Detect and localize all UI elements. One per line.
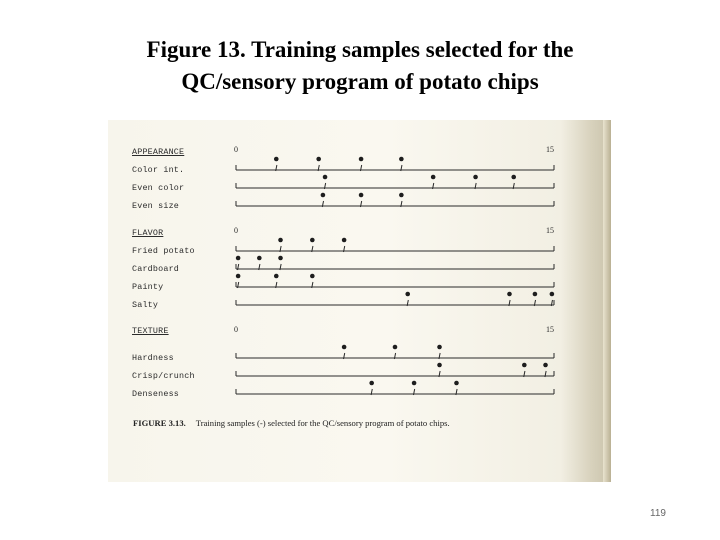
section-label-appearance: APPEARANCE bbox=[132, 147, 185, 157]
slide-title-line-2: QC/sensory program of potato chips bbox=[181, 69, 539, 94]
sample-dot bbox=[550, 292, 555, 297]
sample-dot bbox=[511, 175, 516, 180]
scale-max-flavor: 15 bbox=[546, 226, 554, 235]
sample-dot bbox=[278, 256, 283, 261]
figure-caption bbox=[133, 418, 450, 428]
section-label-flavor: FLAVOR bbox=[132, 228, 164, 238]
sample-dot bbox=[274, 157, 279, 162]
attribute-label: Painty bbox=[132, 282, 164, 292]
attribute-label: Cardboard bbox=[132, 264, 180, 274]
attribute-label: Crisp/crunch bbox=[132, 371, 195, 381]
scale-max-appearance: 15 bbox=[546, 145, 554, 154]
scale-row bbox=[236, 193, 554, 207]
sample-dot bbox=[359, 157, 364, 162]
scale-min-appearance: 0 bbox=[234, 145, 238, 154]
sample-dot bbox=[533, 292, 538, 297]
scale-min-flavor: 0 bbox=[234, 226, 238, 235]
scale-row bbox=[236, 256, 554, 270]
sample-dot bbox=[310, 238, 315, 243]
figure-caption-label: FIGURE 3.13. bbox=[133, 418, 186, 428]
attribute-label: Denseness bbox=[132, 389, 180, 399]
scale-row bbox=[236, 175, 554, 189]
attribute-label: Salty bbox=[132, 300, 159, 310]
sample-dot bbox=[342, 345, 347, 350]
attribute-label: Hardness bbox=[132, 353, 174, 363]
attribute-label: Even color bbox=[132, 183, 185, 193]
sample-dot bbox=[412, 381, 417, 386]
scanned-figure bbox=[108, 120, 611, 482]
sample-dot bbox=[393, 345, 398, 350]
slide-title-line-1: Figure 13. Training samples selected for the bbox=[146, 37, 574, 62]
page-number: 119 bbox=[650, 508, 666, 519]
sample-dot bbox=[437, 363, 442, 368]
sample-dot bbox=[257, 256, 262, 261]
sample-dot bbox=[236, 256, 241, 261]
sample-dot bbox=[321, 193, 326, 198]
sample-dot bbox=[405, 292, 410, 297]
sample-dot bbox=[543, 363, 548, 368]
scale-row bbox=[236, 274, 554, 288]
sample-dot bbox=[323, 175, 328, 180]
sample-dot bbox=[399, 157, 404, 162]
sample-dot bbox=[274, 274, 279, 279]
sample-dot bbox=[342, 238, 347, 243]
attribute-label: Color int. bbox=[132, 165, 185, 175]
sample-dot bbox=[522, 363, 527, 368]
sample-dot bbox=[236, 274, 241, 279]
sample-dot bbox=[473, 175, 478, 180]
scale-row bbox=[236, 292, 554, 306]
sample-dot bbox=[437, 345, 442, 350]
sample-dot bbox=[316, 157, 321, 162]
slide-title bbox=[0, 34, 720, 98]
sample-dot bbox=[431, 175, 436, 180]
sample-dot bbox=[359, 193, 364, 198]
sample-dot bbox=[507, 292, 512, 297]
scale-row bbox=[236, 157, 554, 171]
sample-dot bbox=[310, 274, 315, 279]
scale-row bbox=[236, 238, 554, 252]
sample-dot bbox=[454, 381, 459, 386]
figure-caption-text: Training samples (-) selected for the QC/sensory program of potato chips. bbox=[195, 418, 450, 428]
sample-dot bbox=[399, 193, 404, 198]
scale-row bbox=[236, 363, 554, 377]
attribute-label: Even size bbox=[132, 201, 180, 211]
attribute-label: Fried potato bbox=[132, 246, 195, 256]
scale-row bbox=[236, 381, 554, 395]
sample-dot bbox=[369, 381, 374, 386]
scale-row bbox=[236, 345, 554, 359]
section-label-texture: TEXTURE bbox=[132, 326, 169, 336]
scale-min-texture: 0 bbox=[234, 325, 238, 334]
sample-dot bbox=[278, 238, 283, 243]
scale-max-texture: 15 bbox=[546, 325, 554, 334]
